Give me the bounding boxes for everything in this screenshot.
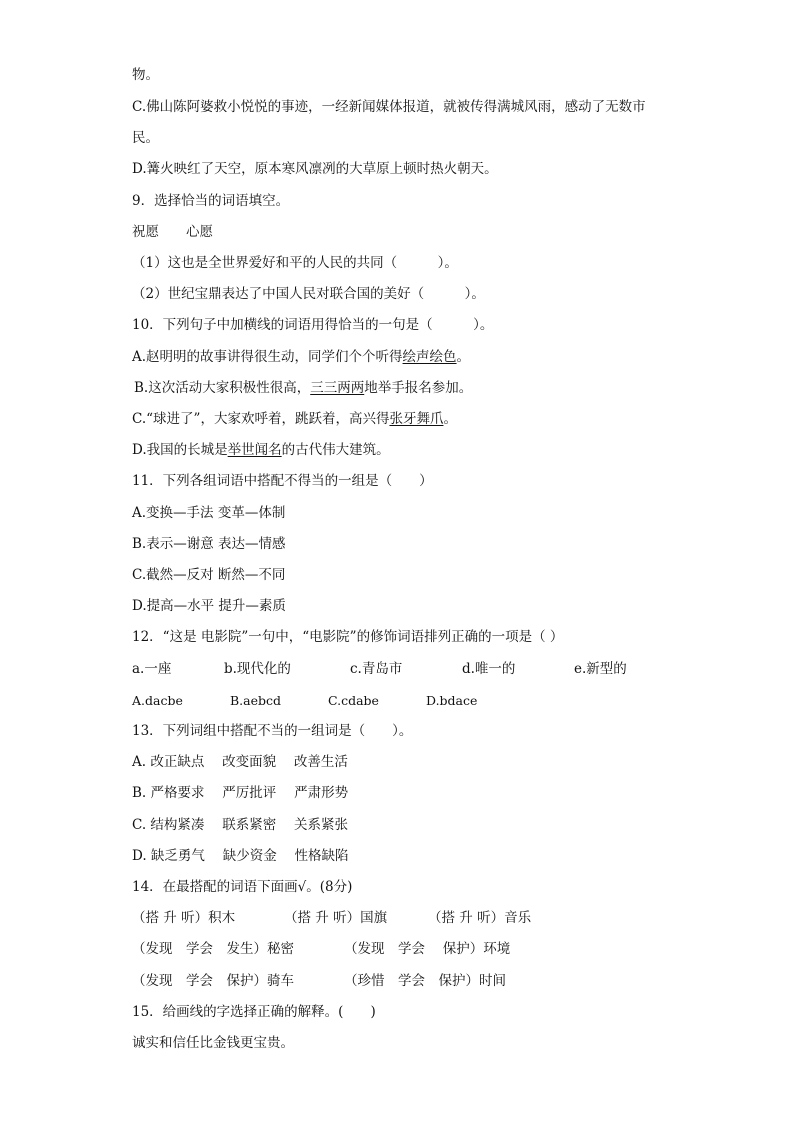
q10-c-text: C.“球进了”，大家欢呼着，跳跃着，高兴得 (132, 411, 390, 427)
q12-option-d: D.bdace (426, 693, 478, 708)
q12-word-d: d.唯一的 (462, 661, 516, 677)
q14-row1-item1: （搭 升 听）积木 (132, 910, 236, 926)
q8-option-d: D.篝火映红了天空，原本寒风凛冽的大草原上顿时热火朝天。 (132, 161, 498, 177)
q15-sentence: 诚实和信任比金钱更宝贵。 (132, 1035, 294, 1051)
q11-stem: 11．下列各组词语中搭配不得当的一组是（ ） (132, 473, 433, 489)
q10-b-end: 地举手报名参加。 (364, 380, 473, 396)
q14-row3-item1: （发现 学会 保护）骑车 (132, 973, 294, 989)
q8-option-c-line2: 民。 (132, 130, 159, 146)
q12-option-b: B.aebcd (230, 693, 282, 708)
q13-option-b: B. 严格要求 严厉批评 严肃形势 (132, 785, 349, 801)
q12-stem: 12．“这是 电影院”一句中，“电影院”的修饰词语排列正确的一项是（ ） (132, 629, 564, 645)
q11-option-b: B.表示—谢意 表达—情感 (132, 536, 286, 552)
q8-option-c-line1: C.佛山陈阿婆救小悦悦的事迹，一经新闻媒体报道，就被传得满城风雨，感动了无数市 (132, 99, 646, 115)
q14-stem: 14．在最搭配的词语下面画√。(8分) (132, 879, 353, 895)
q14-row1-item2: （搭 升 听）国旗 (284, 910, 388, 926)
q12-word-a: a.一座 (132, 661, 172, 677)
q13-option-a: A. 改正缺点 改变面貌 改善生活 (132, 754, 348, 770)
q12-word-c: c.青岛市 (350, 661, 403, 677)
q9-item-2: （2）世纪宝鼎表达了中国人民对联合国的美好（ ）。 (132, 286, 485, 302)
q11-option-a: A.变换—手法 变革—体制 (132, 505, 286, 521)
q10-d-underlined: 举世闻名 (227, 442, 282, 458)
q11-option-c: C.截然—反对 断然—不同 (132, 567, 286, 583)
q10-a-end: 。 (456, 349, 471, 365)
q13-stem: 13．下列词组中搭配不当的一组词是（ ）。 (132, 723, 413, 739)
q12-option-c: C.cdabe (328, 693, 379, 708)
q12-word-e: e.新型的 (574, 661, 627, 677)
q8-tail: 物。 (132, 67, 159, 83)
q15-stem: 15．给画线的字选择正确的解释。( ) (132, 1004, 376, 1020)
q9-item-1: （1）这也是全世界爱好和平的人民的共同（ ）。 (132, 255, 458, 271)
q14-row3-item2: （珍惜 学会 保护）时间 (344, 973, 506, 989)
q14-row1-item3: （搭 升 听）音乐 (428, 910, 532, 926)
q10-option-a (132, 348, 470, 366)
q12-option-a: A.dacbe (132, 693, 183, 708)
q13-option-c: C. 结构紧凑 联系紧密 关系紧张 (132, 817, 349, 833)
q10-option-c (132, 410, 457, 428)
q10-b-text: B.这次活动大家积极性很高， (134, 380, 311, 396)
q10-option-b (134, 379, 472, 397)
q10-d-end: 的古代伟大建筑。 (281, 442, 390, 458)
q10-d-text: D.我国的长城是 (132, 442, 228, 458)
q10-stem: 10．下列句子中加横线的词语用得恰当的一句是（ ）。 (132, 317, 494, 333)
q12-word-b: b.现代化的 (224, 661, 291, 677)
q13-option-d: D. 缺乏勇气 缺少资金 性格缺陷 (132, 848, 349, 864)
q11-option-d: D.提高—水平 提升—素质 (132, 598, 286, 614)
q14-row2-item1: （发现 学会 发生）秘密 (132, 941, 294, 957)
q10-a-text: A.赵明明的故事讲得很生动，同学们个个听得 (132, 349, 403, 365)
q10-c-underlined: 张牙舞爪 (389, 411, 444, 427)
q10-option-d (132, 441, 390, 459)
q10-c-end: 。 (443, 411, 457, 427)
q9-stem: 9．选择恰当的词语填空。 (132, 193, 290, 209)
q10-a-underlined: 绘声绘色 (402, 349, 457, 365)
q10-b-underlined: 三三两两 (310, 380, 365, 396)
q9-word-choices: 祝愿 心愿 (132, 224, 213, 240)
q14-row2-item2: （发现 学会 保护）环境 (344, 941, 511, 957)
